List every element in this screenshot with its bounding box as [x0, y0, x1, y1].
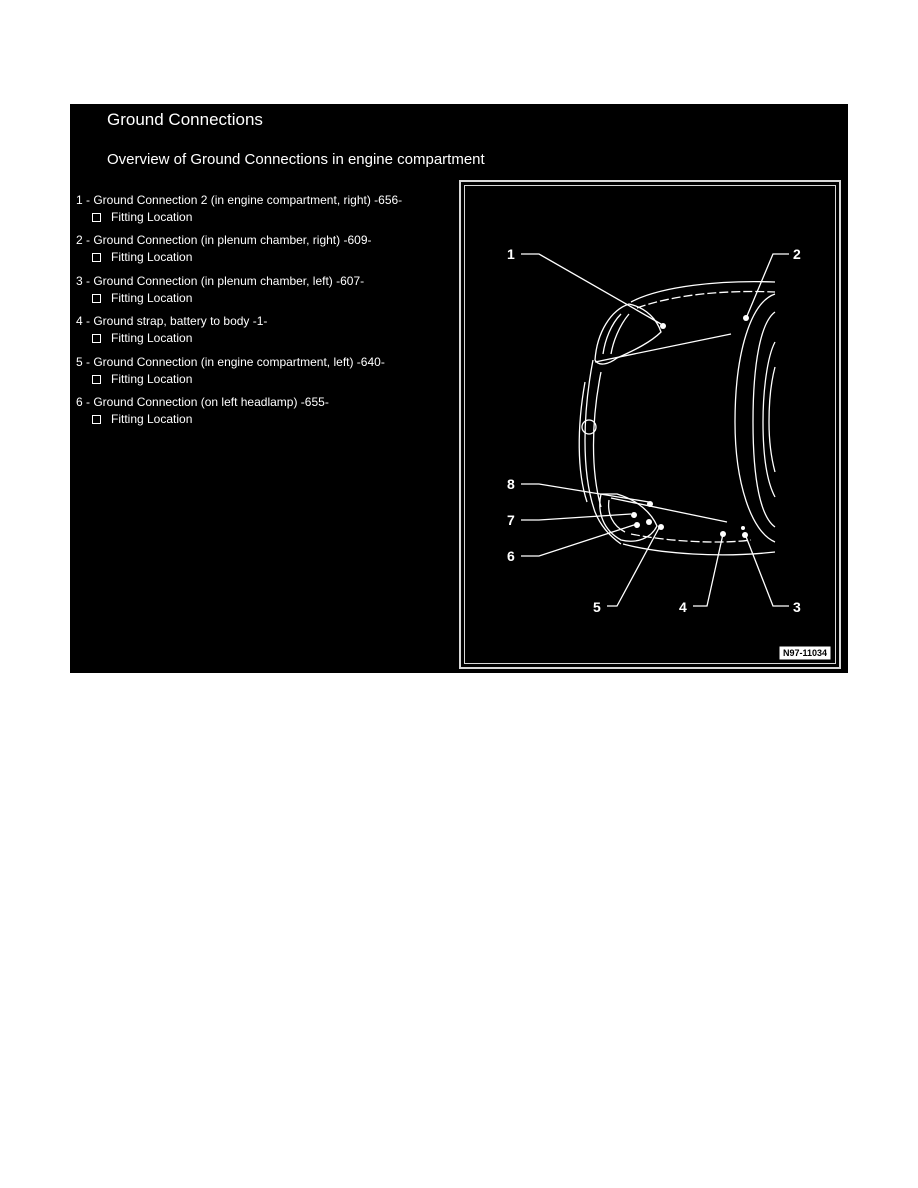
fitting-location-link[interactable] [92, 209, 456, 226]
list-item [76, 354, 456, 394]
leader-2 [747, 254, 789, 316]
callout-4: 4 [679, 599, 687, 615]
fitting-location-link[interactable] [92, 290, 456, 307]
point-2 [743, 315, 749, 321]
fitting-location-label: Fitting Location [111, 411, 193, 426]
point-8 [647, 501, 653, 507]
checkbox-icon [92, 294, 101, 303]
leader-4 [693, 534, 723, 606]
point-4 [720, 531, 726, 537]
checkbox-icon [92, 375, 101, 384]
point-3 [742, 532, 748, 538]
callout-7: 7 [507, 512, 515, 528]
document-panel [70, 104, 848, 673]
checkbox-icon [92, 334, 101, 343]
leader-3 [745, 534, 789, 606]
fitting-location-link[interactable] [92, 411, 456, 428]
list-item [76, 313, 456, 353]
checkbox-icon [92, 415, 101, 424]
fitting-location-label: Fitting Location [111, 290, 193, 305]
list-item-title: 4 - Ground strap, battery to body -1- [76, 314, 268, 329]
leader-7 [521, 514, 631, 520]
list-item-title: 3 - Ground Connection (in plenum chamber, left) -607- [76, 273, 365, 288]
list-item-title: 2 - Ground Connection (in plenum chamber, right) -609- [76, 233, 372, 248]
figure-code: N97-11034 [783, 648, 828, 658]
checkbox-icon [92, 253, 101, 262]
leader-1 [521, 254, 661, 324]
diagram-frame [459, 180, 841, 669]
wheel-mid [753, 312, 775, 527]
fitting-location-label: Fitting Location [111, 250, 193, 265]
fitting-location-link[interactable] [92, 371, 456, 388]
point-7 [631, 512, 637, 518]
ground-connection-list [76, 192, 456, 434]
list-item [76, 192, 456, 232]
page-title: Ground Connections [107, 110, 263, 129]
point-1 [660, 323, 666, 329]
callout-1: 1 [507, 246, 515, 262]
fitting-location-label: Fitting Location [111, 371, 193, 386]
callout-2: 2 [793, 246, 801, 262]
point-5 [658, 524, 664, 530]
list-item-title: 5 - Ground Connection (in engine compartment, left) -640- [76, 354, 385, 369]
callout-6: 6 [507, 548, 515, 564]
point-6 [634, 522, 640, 528]
fitting-location-label: Fitting Location [111, 210, 193, 224]
point-7b [646, 519, 652, 525]
list-item-title: 6 - Ground Connection (on left headlamp) -655- [76, 394, 329, 409]
list-item-title: 1 - Ground Connection 2 (in engine compartment, right) -656- [76, 193, 403, 207]
callout-8: 8 [507, 476, 515, 492]
callout-3: 3 [793, 599, 801, 615]
checkbox-icon [92, 213, 101, 222]
fitting-location-link[interactable] [92, 249, 456, 266]
list-item [76, 232, 456, 272]
list-item [76, 394, 456, 434]
fitting-location-link[interactable] [92, 330, 456, 347]
callout-5: 5 [593, 599, 601, 615]
page-subtitle: Overview of Ground Connections in engine compartment [107, 151, 485, 168]
list-item [76, 273, 456, 313]
engine-compartment-diagram [461, 182, 843, 671]
point-extra [741, 526, 745, 530]
hood-outline [631, 282, 775, 302]
fitting-location-label: Fitting Location [111, 331, 193, 346]
